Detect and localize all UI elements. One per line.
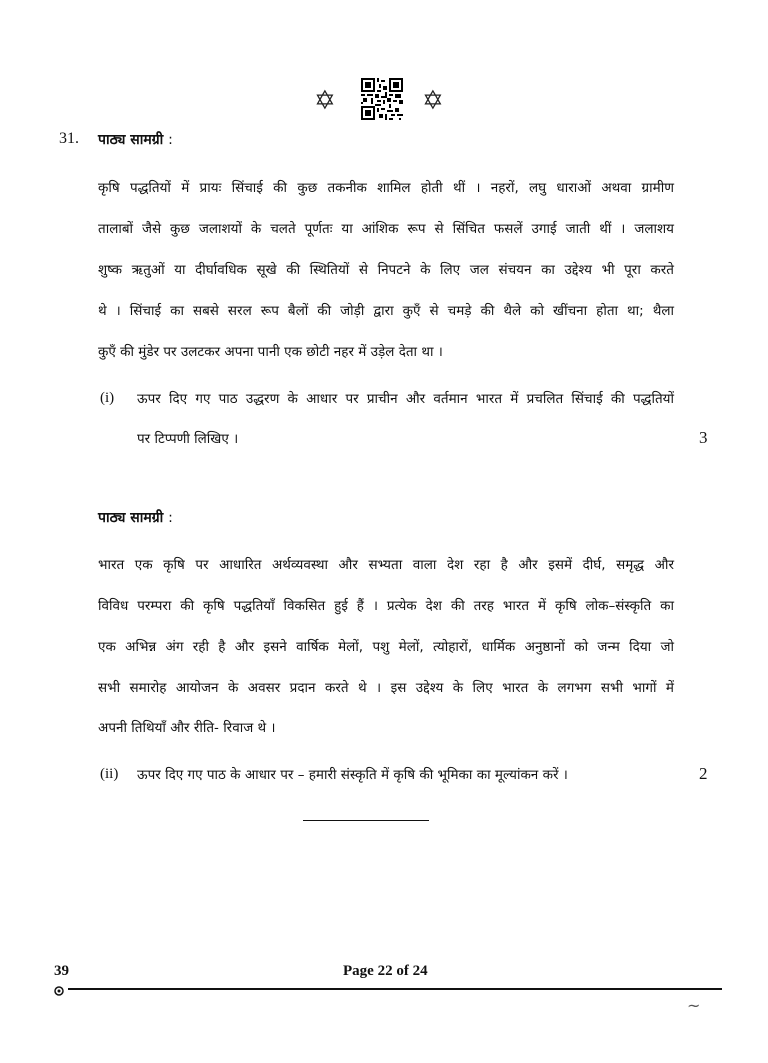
passage-1-line: शुष्क ऋतुओं या दीर्घावधिक सूखे की स्थितियों से निपटने के लिए जल संचयन का उद्देश्य भी पूरा करते: [98, 262, 674, 278]
footer-rule: [68, 988, 722, 990]
passage-2-line: विविध परम्परा की कृषि पद्धतियाँ विकसित हुई हैं । प्रत्येक देश की तरह भारत में कृषि लोक–संस्कृति का: [98, 598, 674, 614]
subquestion-1-text-line1: ऊपर दिए गए पाठ उद्धरण के आधार पर प्राचीन और वर्तमान भारत में प्रचलित सिंचाई की पद्धतियों: [137, 391, 674, 407]
subquestion-1-marks: 3: [699, 428, 708, 447]
passage-1-line: कृषि पद्धतियों में प्रायः सिंचाई की कुछ तकनीक शामिल होती थीं । नहरों, लघु धाराओं अथवा ग्रामीण: [98, 180, 674, 196]
passage-heading-2: [98, 508, 173, 527]
passage-heading-2-text: पाठ्य सामग्री: [98, 510, 164, 526]
subquestion-2-label: (ii): [100, 766, 119, 782]
question-number: 31.: [59, 130, 79, 147]
subquestion-2-marks: 2: [699, 764, 708, 783]
passage-2-line: भारत एक कृषि पर आधारित अर्थव्यवस्था और सभ्यता वाला देश रहा है और इसमें दीर्घ, समृद्ध और: [98, 557, 674, 573]
passage-1-line: कुएँ की मुंडेर पर उलटकर अपना पानी एक छोटी नहर में उड़ेल देता था ।: [98, 344, 443, 360]
page-number: Page 22 of 24: [343, 963, 428, 979]
passage-heading-1-text: पाठ्य सामग्री: [98, 132, 164, 148]
subquestion-1-label: (i): [100, 390, 115, 406]
passage-1-line: तालाबों जैसे कुछ जलाशयों के चलते पूर्णतः या आंशिक रूप से सिंचित फसलें उगाई जाती थीं । जलाशय: [98, 221, 674, 237]
passage-2-line: एक अभिन्न अंग रही है और इसने वार्षिक मेलों, पशु मेलों, त्योहारों, धार्मिक अनुष्ठानों को जन्म दिया जो: [98, 639, 674, 655]
star-of-david-right-icon: ✡: [422, 86, 444, 116]
passage-heading-1-colon: :: [168, 132, 173, 148]
passage-2-line: सभी समारोह आयोजन के अवसर प्रदान करते थे । इस उद्देश्य के लिए भारत के लगभग सभी भागों में: [98, 680, 674, 696]
footer-emblem-icon: [53, 982, 65, 994]
subquestion-1-text-line2: पर टिप्पणी लिखिए ।: [137, 431, 239, 447]
end-divider: [303, 820, 429, 821]
star-of-david-left-icon: ✡: [314, 86, 336, 116]
subquestion-2-text: ऊपर दिए गए पाठ के आधार पर – हमारी संस्कृति में कृषि की भूमिका का मूल्यांकन करें ।: [137, 767, 568, 783]
passage-1-line: थे । सिंचाई का सबसे सरल रूप बैलों की जोड़ी द्वारा कुएँ से चमड़े की थैले को खींचना होता था; थैला: [98, 303, 674, 319]
passage-2-line: अपनी तिथियाँ और रीति- रिवाज थे ।: [98, 720, 276, 736]
passage-heading-1: [98, 130, 173, 149]
qr-code-icon: [361, 78, 403, 120]
passage-heading-2-colon: :: [168, 510, 173, 526]
corner-mark: ~: [687, 996, 701, 1015]
paper-code: 39: [54, 963, 69, 979]
